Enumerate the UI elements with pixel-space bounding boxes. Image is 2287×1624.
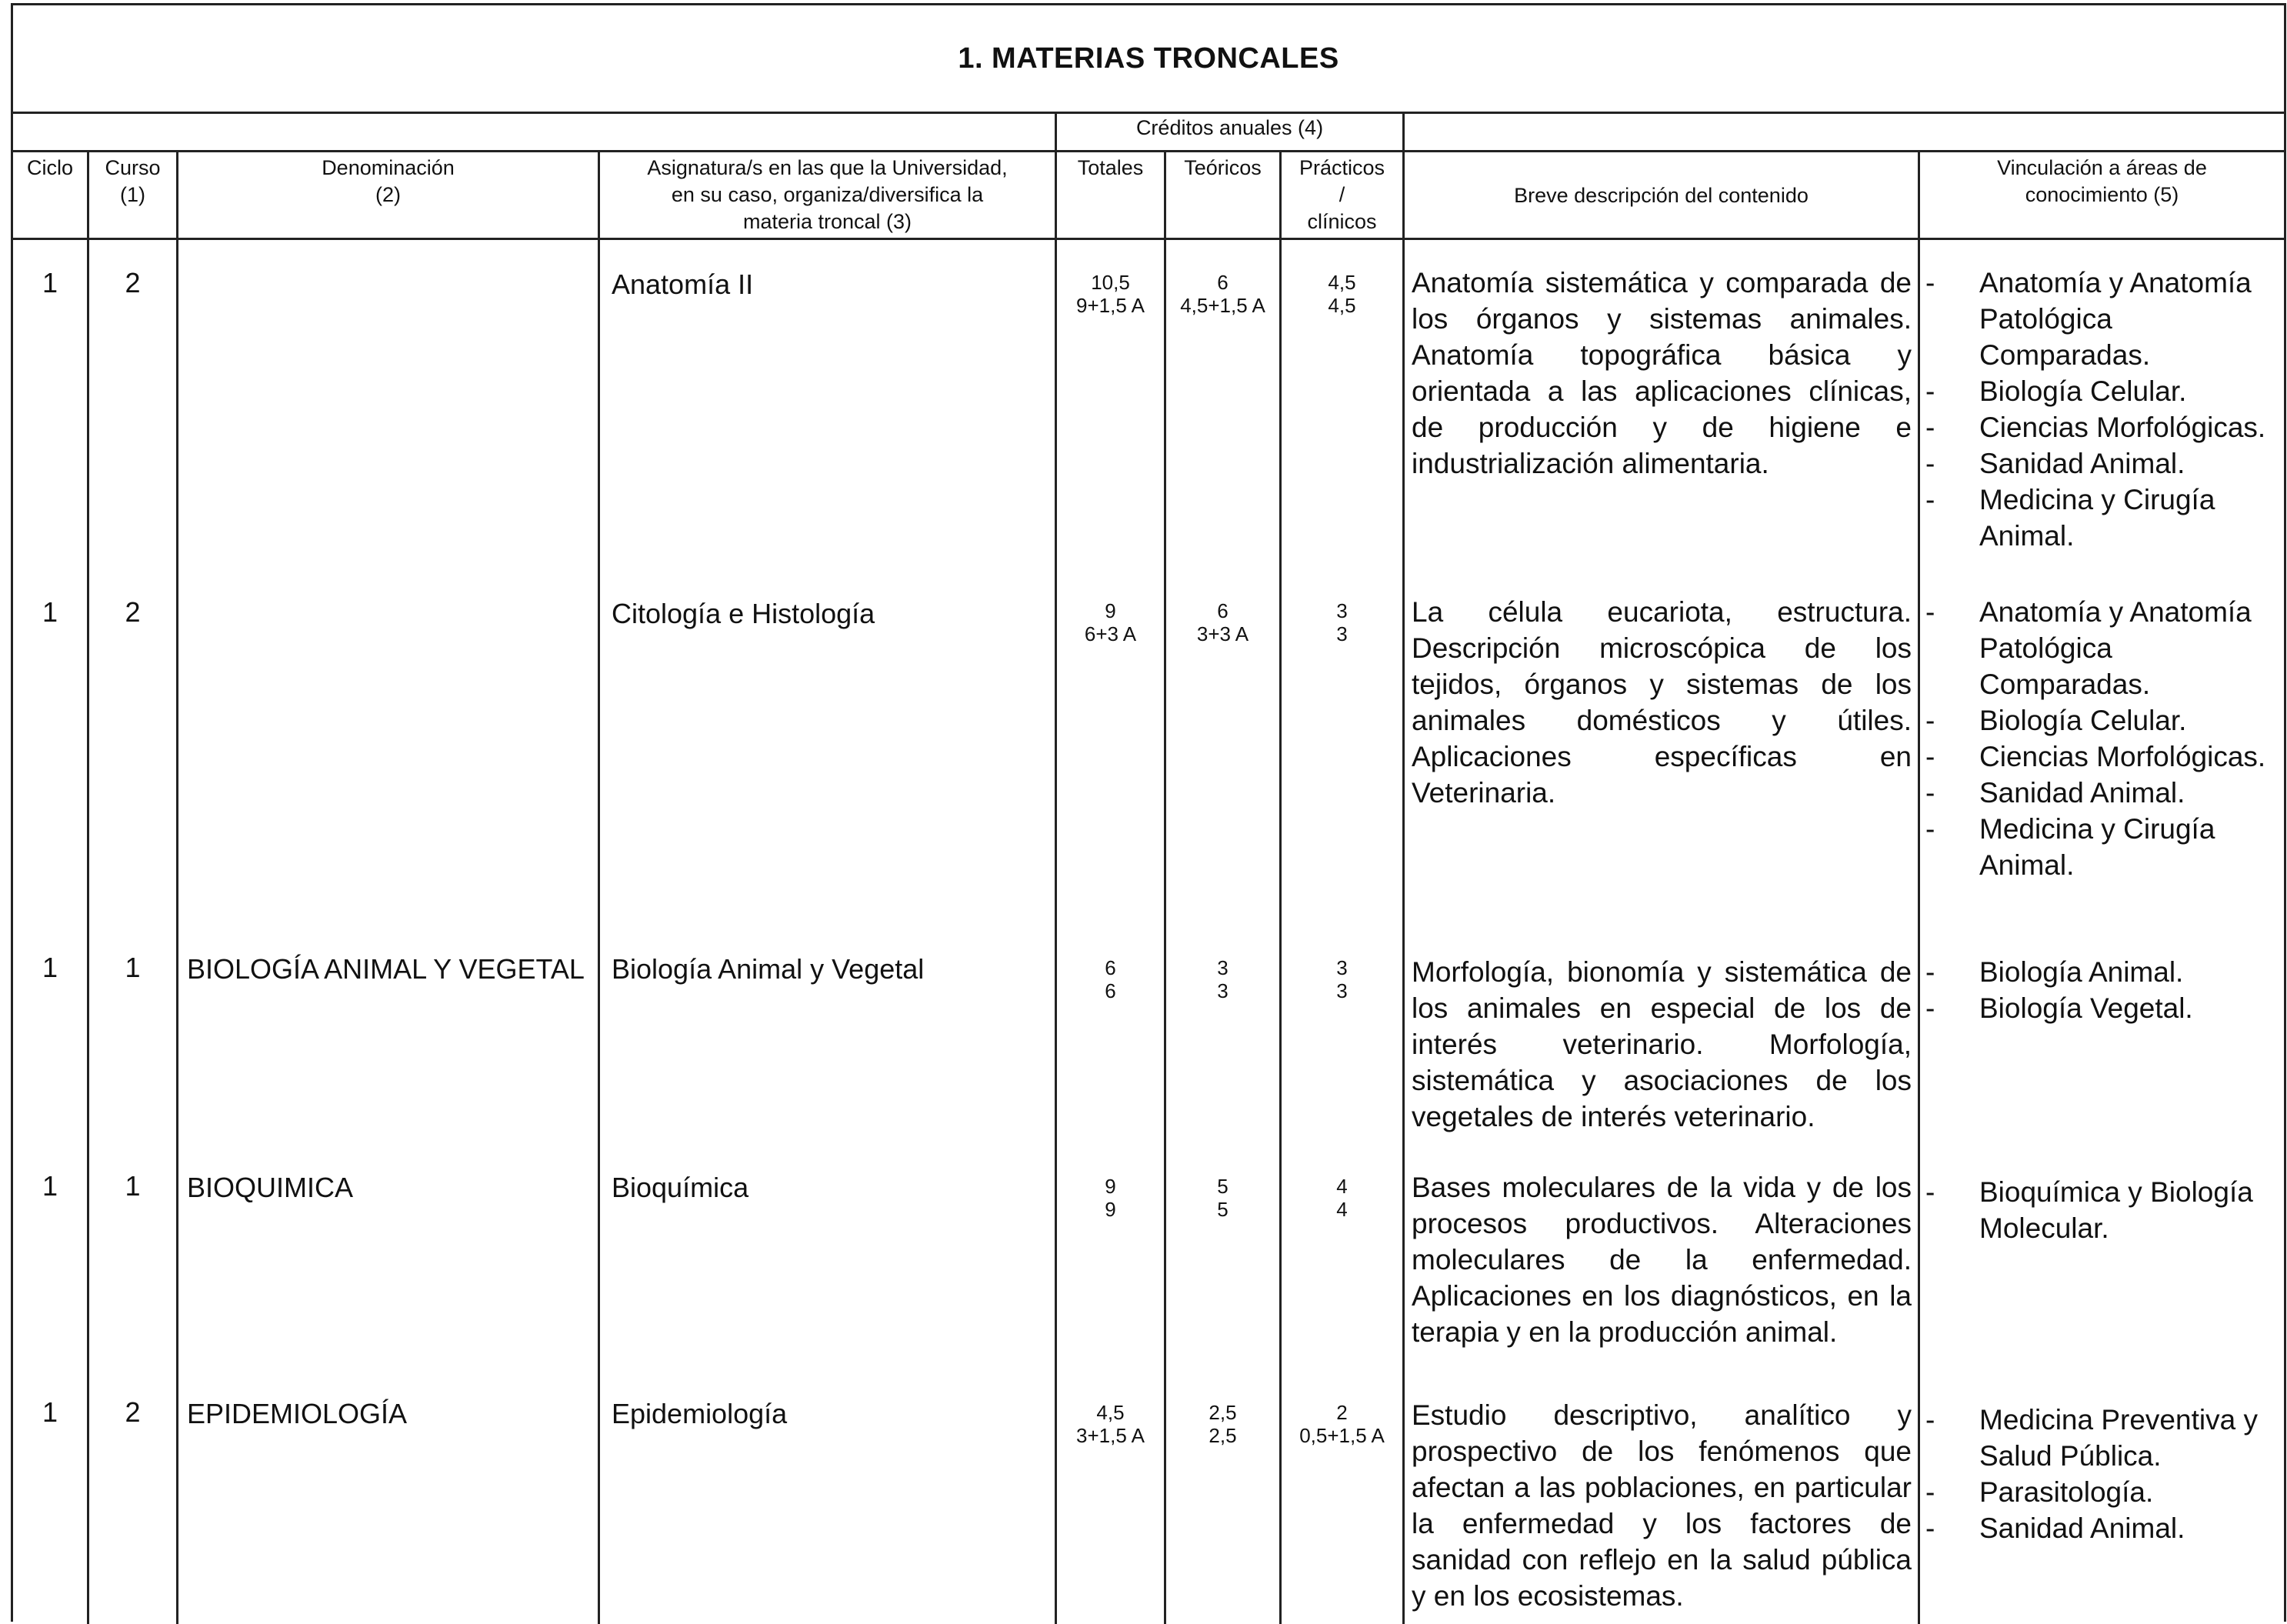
row-teoricos: 2,5 2,5	[1209, 1401, 1237, 1448]
row-descripcion: Morfología, bionomía y sistemática de los animales en especial de los de interés veterinario. Morfología, sistemática y asociaciones de los vegetales de interés veterinario.	[1412, 956, 1912, 1132]
header-denominacion: Denominación (2)	[322, 156, 455, 207]
row-curso: 1	[125, 1170, 141, 1202]
header-asignatura: Asignatura/s en las que la Universidad, en su caso, organiza/diversifica la materia troncal (3)	[647, 156, 1008, 234]
area-list-item: - Biología Animal.	[1925, 956, 2184, 988]
row-denominacion: BIOLOGÍA ANIMAL Y VEGETAL	[187, 953, 585, 985]
row-curso: 1	[125, 952, 141, 983]
row-descripcion: La célula eucariota, estructura. Descripción microscópica de los tejidos, órganos y sistemas de los animales domésticos y útiles. Aplicaciones específicas en Veterinaria.	[1412, 596, 1912, 809]
column-divider	[176, 150, 178, 1624]
area-list-item: - Biología Vegetal.	[1925, 992, 2193, 1024]
header-teoricos: Teóricos	[1184, 156, 1262, 179]
row-denominacion: BIOQUIMICA	[187, 1172, 354, 1203]
area-list-item: - Medicina Preventiva y Salud Pública.	[1925, 1404, 2258, 1472]
column-divider	[1402, 112, 1405, 150]
row-asignatura: Citología e Histología	[612, 598, 875, 629]
row-descripcion: Anatomía sistemática y comparada de los órganos y sistemas animales. Anatomía topográfica básica y orientada a las aplicaciones clínicas, de producción y de higiene e industrialización alimentaria.	[1412, 267, 1912, 479]
row-teoricos: 6 4,5+1,5 A	[1180, 271, 1265, 318]
row-asignatura: Bioquímica	[612, 1172, 749, 1203]
row-totales: 4,5 3+1,5 A	[1076, 1401, 1145, 1448]
row-areas	[1925, 1402, 2279, 1547]
header-totales: Totales	[1077, 156, 1144, 179]
header-curso: Curso (1)	[105, 156, 161, 207]
row-ciclo: 1	[42, 596, 58, 628]
row-ciclo: 1	[42, 1396, 58, 1428]
row-practicos: 4 4	[1336, 1175, 1348, 1222]
row-totales: 9 9	[1105, 1175, 1116, 1222]
area-list-item: - Anatomía y Anatomía Patológica Comparadas.	[1925, 596, 2252, 700]
column-divider	[1918, 150, 1920, 1624]
row-descripcion: Bases moleculares de la vida y de los procesos productivos. Alteraciones moleculares de la enfermedad. Aplicaciones en los diagnósticos, en la terapia y en la producción animal.	[1412, 1172, 1912, 1348]
header-vinculacion: Vinculación a áreas de conocimiento (5)	[1997, 156, 2207, 207]
row-curso: 2	[125, 1396, 141, 1428]
creditos-group-header: Créditos anuales (4)	[1135, 116, 1324, 139]
area-list-item: - Sanidad Animal.	[1925, 447, 2185, 479]
row-teoricos: 5 5	[1217, 1175, 1229, 1222]
document-table	[11, 3, 2286, 1622]
area-list-item: - Bioquímica y Biología Molecular.	[1925, 1176, 2253, 1244]
row-totales: 6 6	[1105, 956, 1116, 1003]
header-practicos: Prácticos / clínicos	[1299, 156, 1385, 234]
row-ciclo: 1	[42, 1170, 58, 1202]
row-curso: 2	[125, 596, 141, 628]
row-asignatura: Epidemiología	[612, 1398, 788, 1429]
area-list-item: - Anatomía y Anatomía Patológica Comparadas.	[1925, 267, 2252, 371]
row-asignatura: Biología Animal y Vegetal	[612, 953, 925, 985]
area-list-item: - Sanidad Animal.	[1925, 1512, 2185, 1544]
area-list-item: - Medicina y Cirugía Animal.	[1925, 812, 2215, 881]
area-list-item: - Ciencias Morfológicas.	[1925, 740, 2266, 772]
row-teoricos: 6 3+3 A	[1196, 599, 1249, 646]
row-areas	[1925, 1175, 2279, 1247]
area-list-item: - Biología Celular.	[1925, 375, 2187, 407]
row-asignatura: Anatomía II	[612, 268, 754, 300]
column-divider	[1402, 150, 1405, 1624]
row-practicos: 4,5 4,5	[1328, 271, 1356, 318]
row-ciclo: 1	[42, 267, 58, 298]
row-areas	[1925, 265, 2279, 555]
area-list-item: - Biología Celular.	[1925, 704, 2187, 736]
row-denominacion: EPIDEMIOLOGÍA	[187, 1398, 408, 1429]
area-list-item: - Ciencias Morfológicas.	[1925, 411, 2266, 443]
header-descripcion: Breve descripción del contenido	[1514, 184, 1809, 207]
row-areas	[1925, 955, 2279, 1027]
row-practicos: 3 3	[1336, 599, 1348, 646]
area-list-item: - Medicina y Cirugía Animal.	[1925, 483, 2215, 552]
area-list-item: - Sanidad Animal.	[1925, 776, 2185, 809]
row-descripcion: Estudio descriptivo, analítico y prospectivo de los fenómenos que afectan a las poblaciones, en particular la enfermedad y los factores de sanidad con reflejo en la salud pública y en los ecosistemas.	[1412, 1399, 1912, 1612]
column-divider	[598, 150, 600, 1624]
row-teoricos: 3 3	[1217, 956, 1229, 1003]
row-totales: 10,5 9+1,5 A	[1076, 271, 1145, 318]
header-bottom-line	[13, 238, 2284, 240]
row-totales: 9 6+3 A	[1084, 599, 1137, 646]
page-title: 1. MATERIAS TRONCALES	[13, 5, 2284, 114]
row-practicos: 3 3	[1336, 956, 1348, 1003]
row-practicos: 2 0,5+1,5 A	[1299, 1401, 1385, 1448]
row-areas	[1925, 595, 2279, 884]
area-list-item: - Parasitología.	[1925, 1476, 2154, 1508]
header-ciclo: Ciclo	[26, 156, 73, 179]
row-ciclo: 1	[42, 952, 58, 983]
row-curso: 2	[125, 267, 141, 298]
header-divider-line	[13, 150, 2284, 152]
